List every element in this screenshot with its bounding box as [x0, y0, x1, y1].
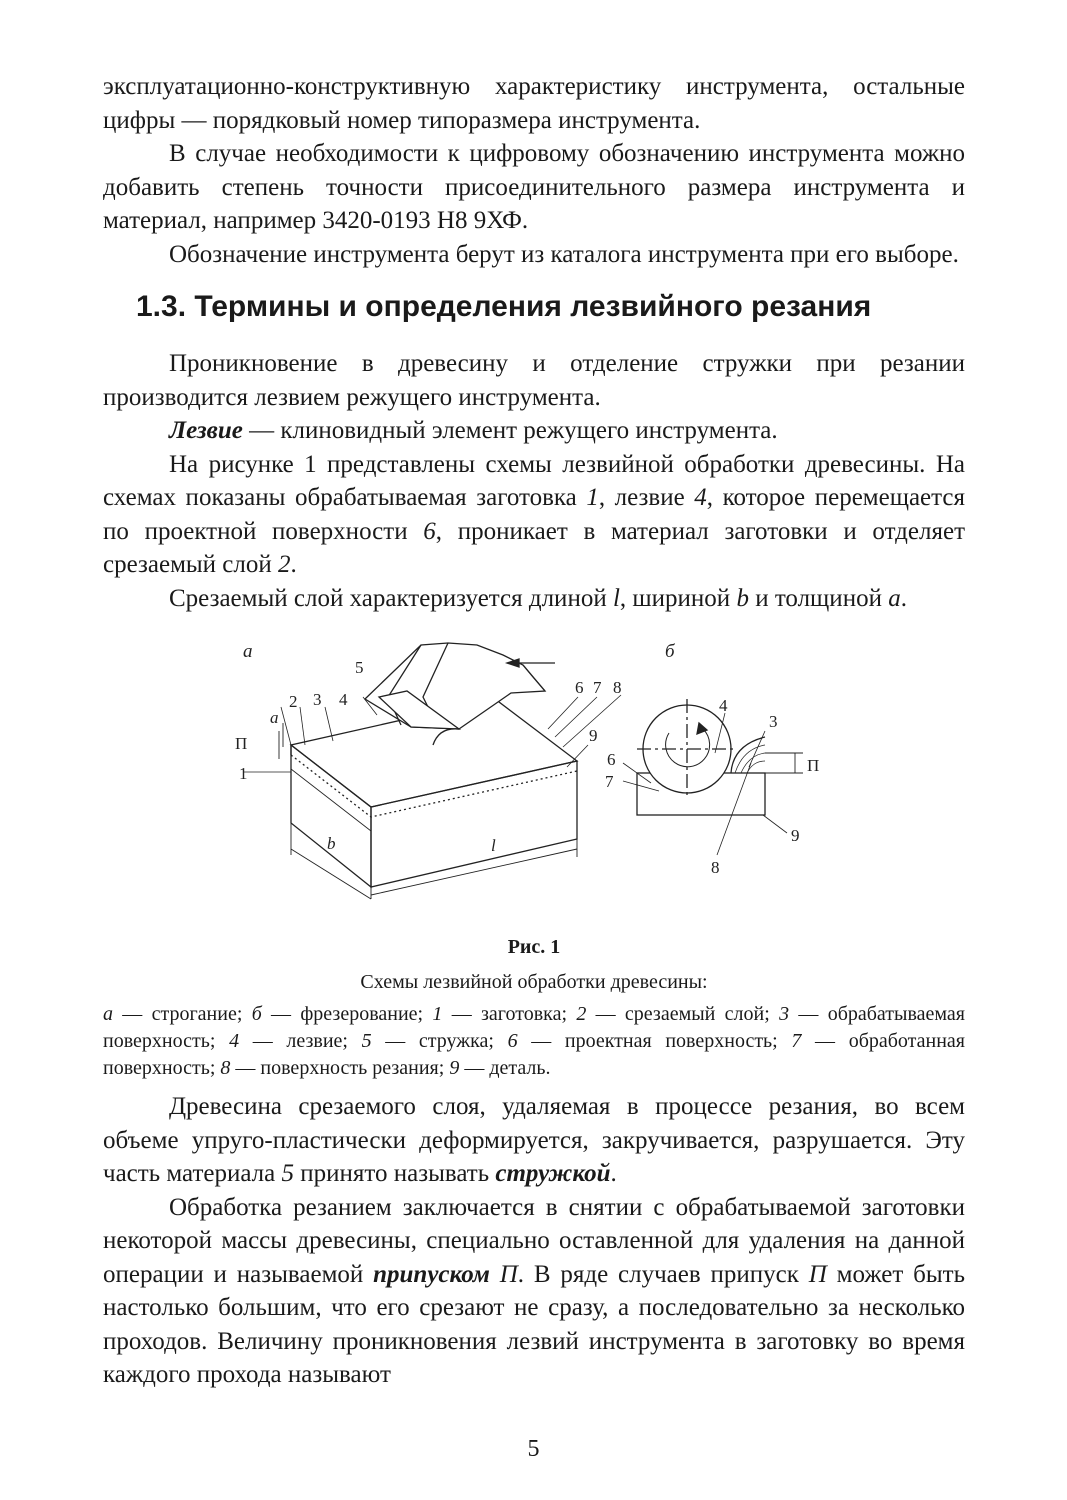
- paragraph-catalog: Обозначение инструмента берут из каталога инструмента при его выборе.: [169, 240, 959, 268]
- legend-value: — обработанная поверхность;: [103, 1030, 966, 1079]
- term-allowance: припуском: [373, 1260, 490, 1288]
- symbol-allowance: П: [489, 1260, 518, 1288]
- legend-value: — обрабатываемая поверхность;: [103, 1003, 965, 1052]
- ref-number: 6: [423, 517, 436, 545]
- legend-value: — строгание;: [113, 1003, 252, 1025]
- ref-number: 5: [281, 1160, 294, 1187]
- legend-value: — заготовка;: [442, 1003, 577, 1025]
- legend-value: — фрезерование;: [261, 1003, 433, 1025]
- ref-number: 2: [278, 551, 291, 578]
- text-run: , лезвие: [598, 484, 695, 511]
- legend-key: 4: [229, 1030, 240, 1052]
- ref-number: 4: [694, 484, 707, 511]
- figure-caption-subtitle: Схемы лезвийной обработки древесины:: [360, 971, 708, 993]
- page-number: 5: [527, 1436, 540, 1462]
- allowance-label-b: П: [807, 756, 820, 775]
- callout-b-3: 3: [769, 712, 778, 731]
- legend-value: — стружка;: [371, 1030, 508, 1052]
- callout-b-7: 7: [605, 772, 614, 791]
- legend-value: — срезаемый слой;: [586, 1003, 780, 1025]
- callout-4: 4: [339, 690, 348, 709]
- callout-b-9: 9: [791, 826, 800, 845]
- text-run: Обработка резанием заключается в снятии с обрабатываемой заготовки некоторой массы древесины, специально оставленной для удаления на данной операции и называемой: [103, 1193, 965, 1288]
- term-chip: стружкой: [495, 1160, 611, 1187]
- figure-cutting-schemes: [103, 637, 965, 907]
- thickness-label: а: [270, 708, 279, 727]
- paragraph-figure-reference: [103, 448, 965, 582]
- text-run: .: [900, 584, 907, 612]
- text-run: .: [290, 551, 297, 578]
- page-body: [103, 70, 965, 1392]
- callout-9: 9: [589, 726, 598, 745]
- callout-6: 6: [575, 678, 584, 697]
- legend-key: 3: [779, 1003, 790, 1025]
- term-blade: Лезвие: [169, 417, 243, 444]
- legend-key: 8: [220, 1057, 231, 1079]
- ref-number: 1: [586, 484, 599, 511]
- feed-arrow: [507, 659, 555, 667]
- paragraph-continuation: эксплуатационно-конструктивную характеристику инструмента, остальные цифры — порядковый номер типоразмера инструмента.: [103, 73, 965, 134]
- symbol-allowance: П: [808, 1260, 827, 1288]
- legend-key: 9: [449, 1057, 460, 1079]
- callout-8: 8: [613, 678, 622, 697]
- legend-key: а: [103, 1003, 113, 1025]
- dimension-lines: [279, 723, 577, 899]
- text-run: и толщиной: [748, 584, 889, 612]
- legend-value: — лезвие;: [239, 1030, 362, 1052]
- chip-and-blade: [365, 643, 545, 745]
- callout-b-6: 6: [607, 750, 616, 769]
- section-heading: 1.3. Термины и определения лезвийного резания: [136, 290, 872, 323]
- milling-scheme: [637, 699, 803, 815]
- figure-caption-title: Рис. 1: [507, 936, 561, 958]
- dimension-l-label: l: [491, 836, 496, 855]
- callout-3: 3: [313, 690, 322, 709]
- text-run: . В ряде случаев припуск: [517, 1260, 809, 1288]
- legend-value: — поверхность резания;: [230, 1057, 450, 1079]
- callout-b-4: 4: [719, 696, 728, 715]
- legend-key: б: [251, 1003, 262, 1025]
- paragraph-allowance: [103, 1191, 965, 1392]
- callout-7: 7: [593, 678, 602, 697]
- paragraph-blade-definition: [103, 414, 965, 448]
- scheme-b-label: б: [665, 641, 675, 662]
- dimension-b-label: b: [327, 834, 336, 853]
- text-run: Срезаемый слой характеризуется длиной: [169, 584, 613, 612]
- text-run: На рисунке 1 представлены схемы лезвийной обработки древесины. На схемах показаны обрабатываемая заготовка: [103, 450, 965, 511]
- callout-2: 2: [289, 692, 298, 711]
- text-run: , проникает в материал заготовки и отделяет срезаемый слой: [103, 517, 965, 578]
- legend-key: 1: [432, 1003, 443, 1025]
- figure-drawing: [103, 637, 965, 907]
- symbol-thickness: а: [888, 584, 901, 612]
- text-run: Древесина срезаемого слоя, удаляемая в процессе резания, во всем объеме упруго-пластически деформируется, закручивается, разрушается. Эту часть материала: [103, 1093, 965, 1187]
- legend-value: — проектная поверхность;: [517, 1030, 792, 1052]
- figure-legend: [103, 1001, 965, 1082]
- paragraph-layer-dimensions: [103, 582, 965, 616]
- symbol-length: l: [612, 584, 620, 612]
- legend-value: — деталь.: [459, 1057, 551, 1079]
- paragraph-penetration: Проникновение в древесину и отделение стружки при резании производится лезвием режущего инструмента.: [103, 350, 965, 411]
- text-run: принято называть: [293, 1160, 496, 1187]
- definition-text: — клиновидный элемент режущего инструмента.: [242, 417, 778, 444]
- legend-key: 2: [576, 1003, 587, 1025]
- text-run: , которое перемещается по проектной поверхности: [103, 484, 965, 545]
- paragraph-designation: В случае необходимости к цифровому обозначению инструмента можно добавить степень точности присоединительного размера инструмента и материал, например 3420-0193 Н8 9ХФ.: [103, 140, 965, 234]
- callout-1: 1: [239, 764, 248, 783]
- allowance-label-a: П: [235, 734, 248, 753]
- text-run: .: [610, 1160, 617, 1187]
- legend-key: 6: [507, 1030, 518, 1052]
- text-run: , шириной: [619, 584, 737, 612]
- scheme-a-label: а: [243, 641, 253, 662]
- symbol-width: b: [736, 584, 749, 612]
- callout-b-8: 8: [711, 858, 720, 877]
- text-run: может быть настолько большим, что его срезают не сразу, а последовательно за несколько проходов. Величину проникновения лезвий инструмента в заготовку во время каждого прохода называют: [103, 1260, 965, 1388]
- legend-key: 7: [791, 1030, 802, 1052]
- callout-5: 5: [355, 658, 364, 677]
- paragraph-chip: [103, 1090, 965, 1191]
- legend-key: 5: [361, 1030, 372, 1052]
